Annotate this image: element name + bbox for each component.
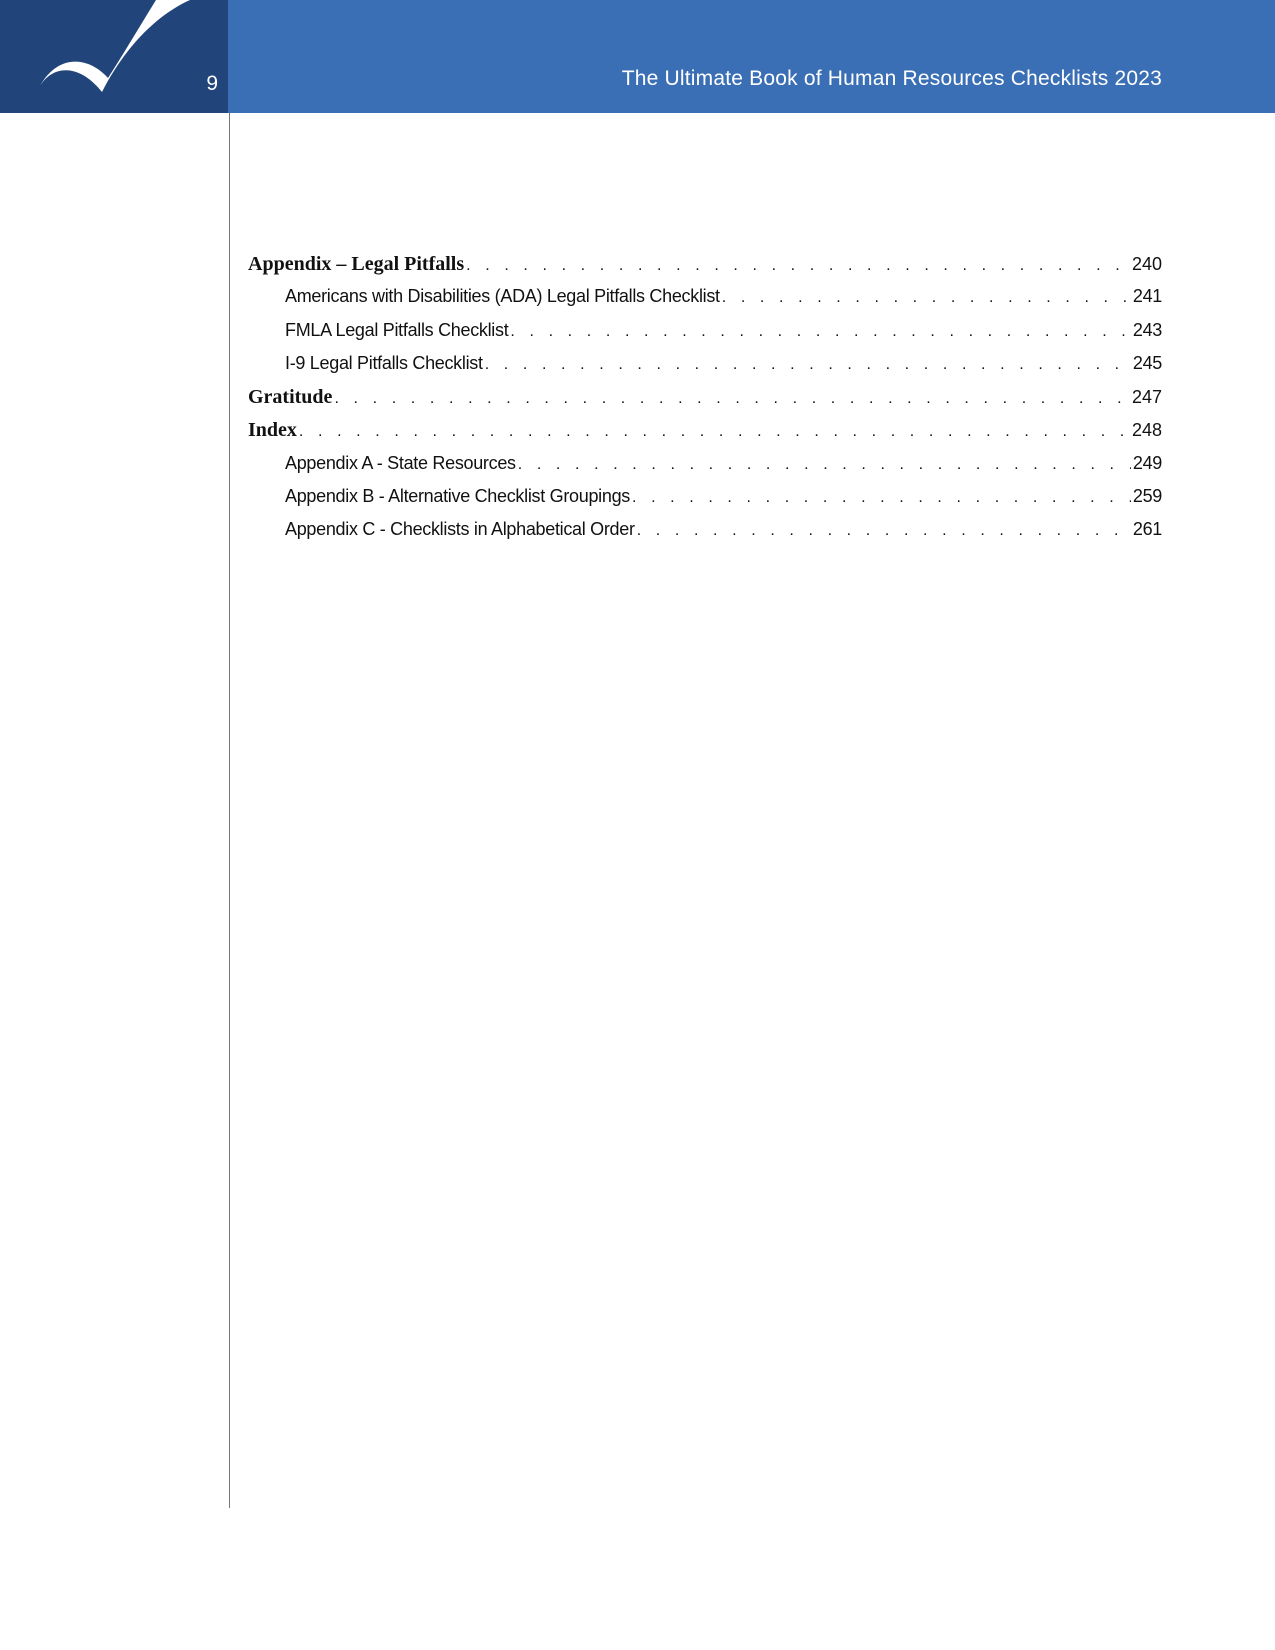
left-rule (229, 113, 231, 1508)
toc-entry-ada-legal-pitfalls[interactable] (248, 286, 1162, 319)
toc-page-number: 243 (1132, 319, 1162, 340)
toc-entry-gratitude[interactable] (248, 386, 1162, 419)
toc-dot-leader (637, 522, 1131, 540)
toc-page-number: 240 (1131, 254, 1162, 274)
toc-page-number: 247 (1131, 387, 1162, 408)
toc-entry-fmla-legal-pitfalls[interactable] (248, 320, 1162, 353)
toc-entry-title: Appendix C - Checklists in Alphabetical Order (285, 519, 635, 540)
toc-page-number: 248 (1131, 420, 1162, 441)
checkmark-icon (0, 0, 228, 113)
toc-page-number: 241 (1132, 286, 1162, 307)
toc-entry-title: Index (248, 419, 297, 442)
toc-dot-leader (485, 356, 1131, 374)
toc-entry-appendix-legal-pitfalls[interactable] (248, 253, 1162, 286)
logo-block (0, 0, 228, 113)
toc-page-number: 245 (1132, 352, 1162, 373)
toc-dot-leader (518, 456, 1131, 474)
toc-entry-appendix-c[interactable] (248, 519, 1162, 552)
toc-entry-title: Appendix A - State Resources (285, 452, 516, 473)
toc-dot-leader (334, 390, 1130, 408)
toc-dot-leader (510, 323, 1130, 341)
toc-entry-title: I-9 Legal Pitfalls Checklist (285, 352, 483, 373)
toc-dot-leader (299, 423, 1130, 441)
toc-entry-appendix-b[interactable] (248, 486, 1162, 519)
toc-entry-title: Appendix – Legal Pitfalls (248, 253, 465, 275)
toc-entry-appendix-a[interactable] (248, 453, 1162, 486)
toc-entry-title: Appendix B - Alternative Checklist Groupings (285, 486, 630, 507)
toc-dot-leader (466, 257, 1130, 275)
book-title: The Ultimate Book of Human Resources Checklists 2023 (621, 67, 1162, 90)
toc-entry-index[interactable] (248, 419, 1162, 452)
toc-dot-leader (722, 289, 1131, 307)
toc-dot-leader (632, 489, 1131, 507)
toc-entry-title: Americans with Disabilities (ADA) Legal Pitfalls Checklist (285, 286, 720, 307)
toc-page-number: 259 (1132, 486, 1162, 507)
toc-entry-title: FMLA Legal Pitfalls Checklist (285, 319, 509, 340)
page-number: 9 (206, 72, 218, 95)
toc-entry-title: Gratitude (248, 386, 333, 409)
toc-page-number: 249 (1132, 452, 1162, 473)
table-of-contents (248, 253, 1162, 553)
toc-page-number: 261 (1132, 519, 1162, 540)
toc-entry-i9-legal-pitfalls[interactable] (248, 353, 1162, 386)
